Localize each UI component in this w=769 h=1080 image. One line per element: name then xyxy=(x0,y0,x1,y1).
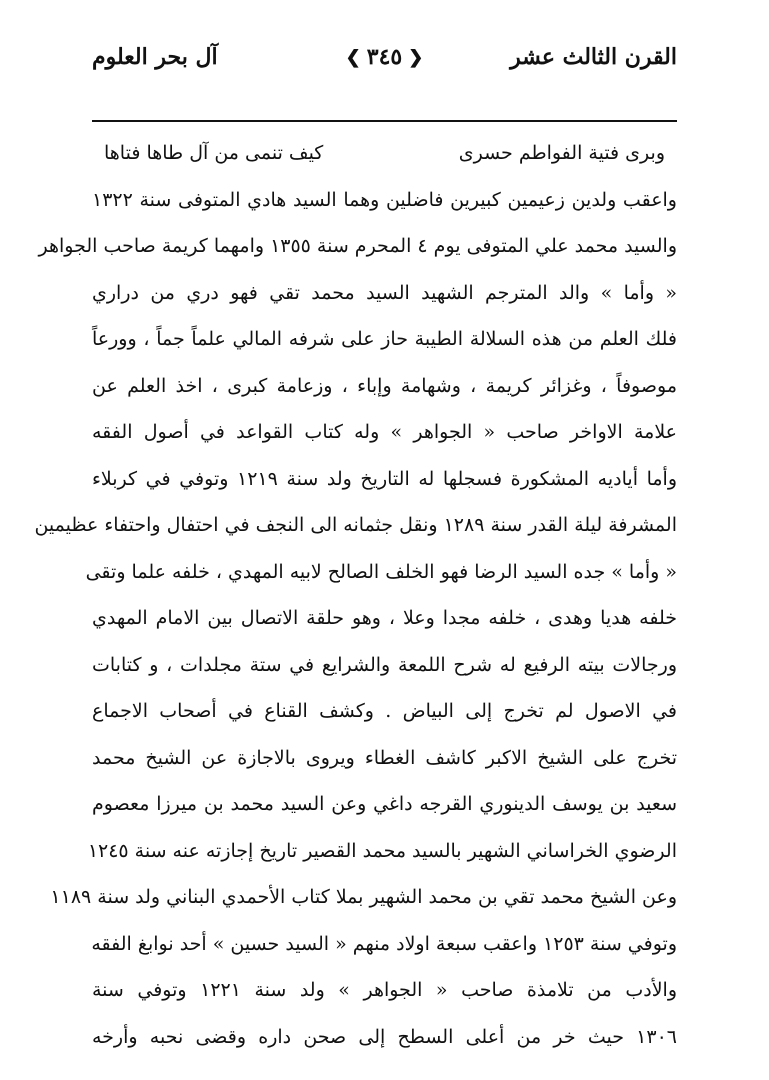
text-line: والأدب من تلامذة صاحب « الجواهر » ولد سنة ١٢٢١ وتوفي سنة xyxy=(92,979,677,1001)
family-title: آل بحر العلوم xyxy=(92,44,218,70)
page-number: ٣٤٥ xyxy=(366,44,403,70)
book-page xyxy=(34,40,677,1048)
text-line: فلك العلم من هذه السلالة الطيبة حاز على شرفه المالي علماً جماً ، وورعاً xyxy=(92,328,677,350)
ornament-right-icon: ❯ xyxy=(345,46,361,68)
text-line: ورجالات بيته الرفيع له شرح اللمعة والشرايع في ستة مجلدات ، و كتابات xyxy=(92,653,677,676)
text-line: خلفه هديا وهدى ، خلفه مجدا وعلا ، وهو حلقة الاتصال بين الامام المهدي xyxy=(92,607,677,629)
poem-verse xyxy=(92,130,677,177)
text-line: وتوفي سنة ١٢٥٣ واعقب سبعة اولاد منهم « السيد حسين » أحد نوابغ الفقه xyxy=(91,932,677,955)
text-line: ١٣٠٦ حيث خر من أعلى السطح إلى صحن داره وقضى نحبه وأرخه xyxy=(92,1025,677,1048)
text-line: وعن الشيخ محمد تقي بن محمد الشهير بملا كتاب الأحمدي البناني ولد سنة ١١٨٩ xyxy=(50,886,677,908)
running-header xyxy=(92,40,677,76)
verse-hemistich-first: وبرى فتية الفواطم حسرى xyxy=(458,142,665,164)
text-line: والسيد محمد علي المتوفى يوم ٤ المحرم سنة ١٣٥٥ وامهما كريمة صاحب الجواهر xyxy=(38,235,677,257)
century-title: القرن الثالث عشر xyxy=(510,44,677,70)
body-text xyxy=(34,130,677,1060)
text-line: في الاصول لم تخرج إلى البياض . وكشف القناع في أصحاب الاجماع xyxy=(92,700,677,722)
text-line: سعيد بن يوسف الدينوري القرجه داغي وعن السيد محمد بن ميرزا معصوم xyxy=(92,793,677,815)
text-line: تخرج على الشيخ الاكبر كاشف الغطاء ويروى بالاجازة عن الشيخ محمد xyxy=(92,746,677,769)
text-line: الرضوي الخراساني الشهير بالسيد محمد القصير تاريخ إجازته عنه سنة ١٢٤٥ xyxy=(87,839,677,862)
text-line: « وأما » والد المترجم الشهيد السيد محمد تقي فهو دري من دراري xyxy=(92,281,677,304)
text-line: موصوفاً ، وغزائر كريمة ، وشهامة وإباء ، وزعامة كبرى ، اخذ العلم عن xyxy=(92,374,677,397)
text-line: « وأما » جده السيد الرضا فهو الخلف الصالح لابيه المهدي ، خلفه علما وتقى xyxy=(85,560,677,583)
text-line: واعقب ولدين زعيمين كبيرين فاضلين وهما السيد هادي المتوفى سنة ١٣٢٢ xyxy=(92,188,677,211)
verse-hemistich-second: كيف تنمى من آل طاها فتاها xyxy=(104,142,324,164)
text-line: وأما أياديه المشكورة فسجلها له التاريخ ولد سنة ١٢١٩ وتوفي في كربلاء xyxy=(92,467,677,490)
ornament-left-icon: ❮ xyxy=(408,46,424,68)
text-line: المشرفة ليلة القدر سنة ١٢٨٩ ونقل جثمانه الى النجف في احتفال واحتفاء عظيمين xyxy=(34,514,677,536)
text-line: علامة الاواخر صاحب « الجواهر » وله كتاب القواعد في أصول الفقه xyxy=(92,421,677,443)
header-divider xyxy=(92,120,677,122)
page-number-block xyxy=(346,44,424,70)
